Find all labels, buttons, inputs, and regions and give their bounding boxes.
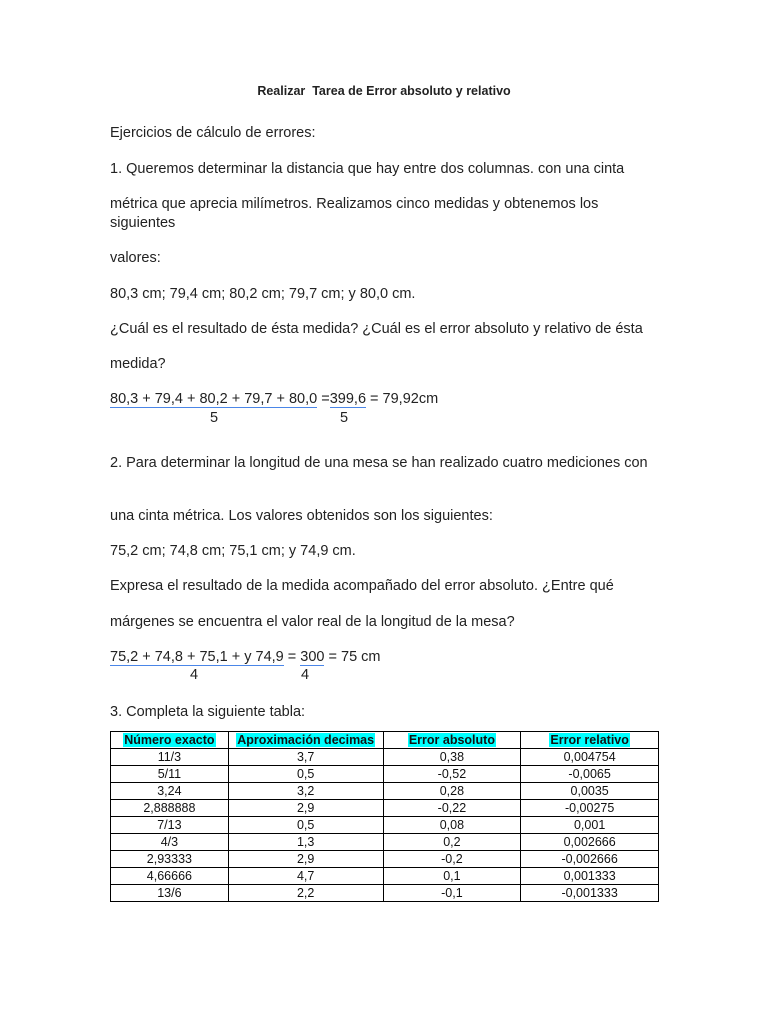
table-cell: 3,7 — [228, 749, 383, 766]
table-cell: 7/13 — [111, 817, 229, 834]
errors-table — [110, 731, 659, 902]
table-cell: 4/3 — [111, 834, 229, 851]
ex2-equals: = — [283, 649, 301, 665]
table-cell: -0,0065 — [521, 766, 659, 783]
ex1-line-3: valores: — [110, 250, 161, 266]
ex1-result: = 79,92cm — [366, 391, 439, 407]
header-label: Número exacto — [124, 733, 215, 747]
table-cell: 0,2 — [383, 834, 521, 851]
table-cell: -0,2 — [383, 851, 521, 868]
ex1-line-4: 80,3 cm; 79,4 cm; 80,2 cm; 79,7 cm; y 80,0 cm. — [110, 286, 416, 302]
table-row — [111, 834, 659, 851]
table-row — [111, 749, 659, 766]
table-cell: 1,3 — [228, 834, 383, 851]
header-error-absoluto — [383, 732, 521, 749]
table-cell: 2,9 — [228, 851, 383, 868]
table-cell: 0,5 — [228, 817, 383, 834]
table-cell: -0,002666 — [521, 851, 659, 868]
table-cell: -0,1 — [383, 885, 521, 902]
table-cell: 3,2 — [228, 783, 383, 800]
ex1-sum: 399,6 — [329, 391, 367, 407]
header-label: Aproximación decimas — [237, 733, 375, 747]
table-cell: 0,0035 — [521, 783, 659, 800]
table-row — [111, 817, 659, 834]
ex1-line-5: ¿Cuál es el resultado de ésta medida? ¿Cuál es el error absoluto y relativo de ésta — [110, 321, 643, 337]
document-title: Realizar Tarea de Error absoluto y relativo — [257, 84, 511, 98]
ex2-line-2: una cinta métrica. Los valores obtenidos son los siguientes: — [110, 508, 493, 524]
ex2-denominator-1: 4 — [190, 667, 199, 683]
table-cell: 2,2 — [228, 885, 383, 902]
ex1-line-2: métrica que aprecia milímetros. Realizamos cinco medidas y obtenemos los siguientes — [110, 196, 603, 231]
table-cell: -0,22 — [383, 800, 521, 817]
table-row — [111, 851, 659, 868]
table-cell: -0,00275 — [521, 800, 659, 817]
table-cell: -0,52 — [383, 766, 521, 783]
ex2-line-4: Expresa el resultado de la medida acompañado del error absoluto. ¿Entre qué — [110, 578, 614, 594]
ex1-numerator: 80,3 + 79,4 + 80,2 + 79,7 + 80,0 — [110, 391, 318, 407]
ex2-line-1: 2. Para determinar la longitud de una mesa se han realizado cuatro mediciones con — [110, 455, 648, 471]
table-row — [111, 800, 659, 817]
table-cell: 0,1 — [383, 868, 521, 885]
header-label: Error relativo — [550, 733, 629, 747]
table-row — [111, 766, 659, 783]
table-cell: 0,5 — [228, 766, 383, 783]
ex1-line-1: 1. Queremos determinar la distancia que hay entre dos columnas. con una cinta — [110, 161, 625, 177]
ex2-line-5: márgenes se encuentra el valor real de la longitud de la mesa? — [110, 614, 515, 630]
intro-text: Ejercicios de cálculo de errores: — [110, 125, 316, 141]
table-cell: 0,08 — [383, 817, 521, 834]
ex1-denominator-2: 5 — [340, 410, 349, 426]
table-cell: 11/3 — [111, 749, 229, 766]
header-numero-exacto — [111, 732, 229, 749]
table-cell: 0,002666 — [521, 834, 659, 851]
header-error-relativo — [521, 732, 659, 749]
ex2-denominator-2: 4 — [301, 667, 310, 683]
table-row — [111, 783, 659, 800]
ex1-formula — [110, 390, 438, 408]
table-cell: 5/11 — [111, 766, 229, 783]
table-cell: 0,28 — [383, 783, 521, 800]
header-label: Error absoluto — [408, 733, 495, 747]
table-cell: 0,001 — [521, 817, 659, 834]
table-cell: 13/6 — [111, 885, 229, 902]
table-cell: 2,93333 — [111, 851, 229, 868]
ex2-formula — [110, 648, 381, 666]
ex2-line-3: 75,2 cm; 74,8 cm; 75,1 cm; y 74,9 cm. — [110, 543, 356, 559]
table-cell: 2,9 — [228, 800, 383, 817]
ex1-denominator-1: 5 — [210, 410, 219, 426]
ex2-sum: 300 — [300, 649, 325, 665]
table-cell: -0,001333 — [521, 885, 659, 902]
table-cell: 0,38 — [383, 749, 521, 766]
ex1-equals: = — [317, 391, 330, 407]
table-cell: 0,004754 — [521, 749, 659, 766]
ex1-line-6: medida? — [110, 356, 166, 372]
table-cell: 4,7 — [228, 868, 383, 885]
header-aproximacion — [228, 732, 383, 749]
table-row — [111, 885, 659, 902]
table-cell: 4,66666 — [111, 868, 229, 885]
table-header-row — [111, 732, 659, 749]
ex2-result: = 75 cm — [324, 649, 381, 665]
ex3-line-1: 3. Completa la siguiente tabla: — [110, 704, 306, 720]
table-row — [111, 868, 659, 885]
ex2-numerator: 75,2 + 74,8 + 75,1 + y 74,9 — [110, 649, 284, 665]
table-cell: 2,888888 — [111, 800, 229, 817]
table-cell: 0,001333 — [521, 868, 659, 885]
table-cell: 3,24 — [111, 783, 229, 800]
